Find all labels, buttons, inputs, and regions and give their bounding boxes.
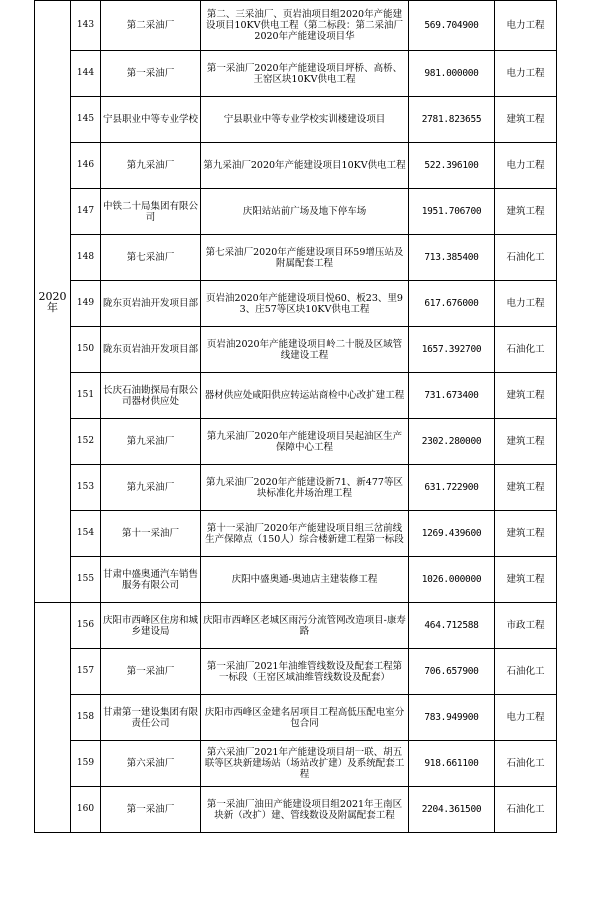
table-row <box>35 603 557 649</box>
amount-cell: 1657.392700 <box>409 327 495 373</box>
type-cell: 石油化工 <box>495 649 557 695</box>
row-number-cell: 146 <box>71 143 101 189</box>
amount-cell: 981.000000 <box>409 51 495 97</box>
row-number-cell: 150 <box>71 327 101 373</box>
row-number-cell: 145 <box>71 97 101 143</box>
type-cell: 石油化工 <box>495 235 557 281</box>
amount-cell: 631.722900 <box>409 465 495 511</box>
type-cell: 电力工程 <box>495 281 557 327</box>
unit-cell: 陇东页岩油开发项目部 <box>101 281 201 327</box>
type-cell: 电力工程 <box>495 1 557 51</box>
project-cell: 庆阳市西峰区老城区雨污分流管网改造项目-康寿路 <box>201 603 409 649</box>
type-cell: 建筑工程 <box>495 511 557 557</box>
amount-cell: 464.712588 <box>409 603 495 649</box>
row-number-cell: 148 <box>71 235 101 281</box>
row-number-cell: 143 <box>71 1 101 51</box>
unit-cell: 第二采油厂 <box>101 1 201 51</box>
project-cell: 庆阳市西峰区金建名居项目工程高低压配电室分包合同 <box>201 695 409 741</box>
project-cell: 第一采油厂2021年油维管线数设及配套工程第一标段（王窑区域油维管线数设及配套） <box>201 649 409 695</box>
amount-cell: 2204.361500 <box>409 787 495 833</box>
type-cell: 电力工程 <box>495 51 557 97</box>
type-cell: 建筑工程 <box>495 189 557 235</box>
row-number-cell: 156 <box>71 603 101 649</box>
unit-cell: 中铁二十局集团有限公司 <box>101 189 201 235</box>
project-cell: 第十一采油厂2020年产能建设项目组三岔前线生产保障点（150人）综合楼新建工程第一标段 <box>201 511 409 557</box>
table-row <box>35 557 557 603</box>
year-cell: 2020年 <box>35 1 71 603</box>
table-row <box>35 465 557 511</box>
unit-cell: 陇东页岩油开发项目部 <box>101 327 201 373</box>
row-number-cell: 160 <box>71 787 101 833</box>
project-cell: 页岩油2020年产能建设项目悦60、板23、里93、庄57等区块10KV供电工程 <box>201 281 409 327</box>
unit-cell: 甘肃中盛奥通汽车销售服务有限公司 <box>101 557 201 603</box>
project-cell: 庆阳中盛奥通-奥迪店主建装修工程 <box>201 557 409 603</box>
project-cell: 器材供应处咸阳供应转运站商检中心改扩建工程 <box>201 373 409 419</box>
amount-cell: 569.704900 <box>409 1 495 51</box>
table-row <box>35 281 557 327</box>
unit-cell: 第九采油厂 <box>101 143 201 189</box>
unit-cell: 第九采油厂 <box>101 419 201 465</box>
type-cell: 建筑工程 <box>495 97 557 143</box>
unit-cell: 第九采油厂 <box>101 465 201 511</box>
table-row <box>35 741 557 787</box>
unit-cell: 宁县职业中等专业学校 <box>101 97 201 143</box>
row-number-cell: 153 <box>71 465 101 511</box>
project-cell: 第六采油厂2021年产能建设项目胡一联、胡五联等区块新建场站（场站改扩建）及系统配套工程 <box>201 741 409 787</box>
type-cell: 石油化工 <box>495 327 557 373</box>
row-number-cell: 152 <box>71 419 101 465</box>
amount-cell: 2302.280000 <box>409 419 495 465</box>
table-row <box>35 143 557 189</box>
row-number-cell: 157 <box>71 649 101 695</box>
amount-cell: 731.673400 <box>409 373 495 419</box>
unit-cell: 第六采油厂 <box>101 741 201 787</box>
project-cell: 第七采油厂2020年产能建设项目环59增压站及附属配套工程 <box>201 235 409 281</box>
year-cell <box>35 603 71 833</box>
type-cell: 建筑工程 <box>495 373 557 419</box>
contract-table-body <box>35 1 557 833</box>
table-row <box>35 787 557 833</box>
table-row <box>35 511 557 557</box>
contract-table <box>34 0 557 833</box>
row-number-cell: 159 <box>71 741 101 787</box>
amount-cell: 617.676000 <box>409 281 495 327</box>
project-cell: 第九采油厂2020年产能建设项目吴起油区生产保障中心工程 <box>201 419 409 465</box>
table-row <box>35 1 557 51</box>
amount-cell: 522.396100 <box>409 143 495 189</box>
row-number-cell: 154 <box>71 511 101 557</box>
table-row <box>35 97 557 143</box>
amount-cell: 1951.706700 <box>409 189 495 235</box>
row-number-cell: 158 <box>71 695 101 741</box>
project-cell: 第一采油厂2020年产能建设项目坪桥、高桥、王窑区块10KV供电工程 <box>201 51 409 97</box>
project-cell: 宁县职业中等专业学校实训楼建设项目 <box>201 97 409 143</box>
project-cell: 第九采油厂2020年产能建设新71、新477等区块标准化井场治理工程 <box>201 465 409 511</box>
amount-cell: 1026.000000 <box>409 557 495 603</box>
row-number-cell: 151 <box>71 373 101 419</box>
type-cell: 石油化工 <box>495 741 557 787</box>
unit-cell: 第七采油厂 <box>101 235 201 281</box>
unit-cell: 第一采油厂 <box>101 649 201 695</box>
table-row <box>35 235 557 281</box>
project-cell: 第九采油厂2020年产能建设项目10KV供电工程 <box>201 143 409 189</box>
project-cell: 庆阳站站前广场及地下停车场 <box>201 189 409 235</box>
project-cell: 第一采油厂油田产能建设项目组2021年王南区块新（改扩）建、管线数设及附属配套工程 <box>201 787 409 833</box>
row-number-cell: 147 <box>71 189 101 235</box>
type-cell: 建筑工程 <box>495 557 557 603</box>
type-cell: 市政工程 <box>495 603 557 649</box>
unit-cell: 第一采油厂 <box>101 51 201 97</box>
row-number-cell: 155 <box>71 557 101 603</box>
amount-cell: 783.949900 <box>409 695 495 741</box>
table-row <box>35 419 557 465</box>
unit-cell: 第一采油厂 <box>101 787 201 833</box>
project-cell: 第二、三采油厂、页岩油项目组2020年产能建设项目10KV供电工程（第二标段：第二采油厂2020年产能建设项目华 <box>201 1 409 51</box>
table-row <box>35 51 557 97</box>
unit-cell: 长庆石油勘探局有限公司器材供应处 <box>101 373 201 419</box>
table-row <box>35 649 557 695</box>
project-cell: 页岩油2020年产能建设项目岭二十脱及区域管线建设工程 <box>201 327 409 373</box>
type-cell: 建筑工程 <box>495 419 557 465</box>
table-row <box>35 373 557 419</box>
amount-cell: 1269.439600 <box>409 511 495 557</box>
unit-cell: 庆阳市西峰区住房和城乡建设局 <box>101 603 201 649</box>
unit-cell: 第十一采油厂 <box>101 511 201 557</box>
amount-cell: 713.385400 <box>409 235 495 281</box>
table-row <box>35 327 557 373</box>
row-number-cell: 144 <box>71 51 101 97</box>
table-row <box>35 189 557 235</box>
table-row <box>35 695 557 741</box>
type-cell: 建筑工程 <box>495 465 557 511</box>
row-number-cell: 149 <box>71 281 101 327</box>
type-cell: 电力工程 <box>495 143 557 189</box>
type-cell: 电力工程 <box>495 695 557 741</box>
unit-cell: 甘肃第一建设集团有限责任公司 <box>101 695 201 741</box>
amount-cell: 918.661100 <box>409 741 495 787</box>
type-cell: 石油化工 <box>495 787 557 833</box>
amount-cell: 2781.823655 <box>409 97 495 143</box>
contract-table-sheet <box>34 0 557 833</box>
amount-cell: 706.657900 <box>409 649 495 695</box>
